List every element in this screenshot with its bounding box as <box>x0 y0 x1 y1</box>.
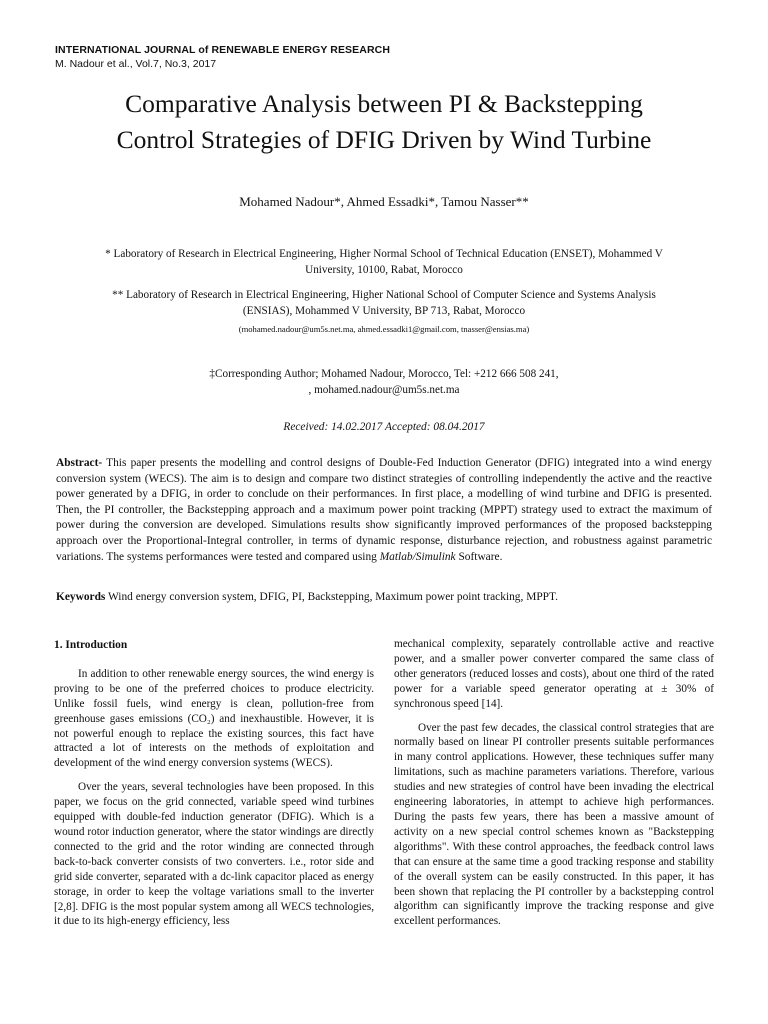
paper-title <box>30 86 738 158</box>
affiliation-2-line-1: ** Laboratory of Research in Electrical Engineering, Higher National School of Computer Science and Systems Analysis <box>112 289 656 301</box>
section-heading: 1. Introduction <box>54 639 128 651</box>
corresponding-author <box>0 366 768 398</box>
abstract-text: This paper presents the modelling and control designs of Double-Fed Induction Generator (DFIG) integrated into a wind energy conversion system (WECS). The aim is to design and compare two distinct strategies of controlling independently the active and the reactive power generated by a DFIG, in order to conclude on their performances. In first place, a modelling of wind turbine and DFIG is presented. Then, the PI controller, the Backstepping approach and a maximum power point tracking (MPPT) strategy used to extract the maximum of power during the conversion are developed. Simulations results show significantly improved performances of the proposed backstepping approach over the Proportional-Integral controller, in terms of dynamic response, disturbance rejection, and robustness against parametric variations. The systems performances were tested and compared using <box>56 457 712 563</box>
abstract-label: Abstract- <box>56 457 103 469</box>
abstract-software: Matlab/Simulink <box>379 550 456 563</box>
keywords-label: Keywords <box>56 591 106 603</box>
keywords <box>56 590 712 606</box>
intro-paragraph-4: Over the past few decades, the classical control strategies that are normally based on linear PI controller presents suitable performances in many control applications. However, these techniques suffer many limitations, such as machine parameters variations. Therefore, various studies and new strategies of control have been invading the electrical engineering laboratories, in attempt to achieve high performances. During the pasts few years, there has been a massive amount of activity on a new special control schemes known as "Backstepping algorithms". With these control approaches, the feedback control laws that can ensure at the same time a good tracking response and stability of the overall system can be easily constructed. In this paper, it has been shown that replacing the PI controller by a backstepping control algorithm can significantly improve the tracking response and give excellent performances. <box>394 721 714 928</box>
affiliation-2 <box>50 287 718 319</box>
corresponding-line-2: , mohamed.nadour@um5s.net.ma <box>308 384 460 396</box>
author-list: Mohamed Nadour*, Ahmed Essadki*, Tamou Nasser** <box>239 194 529 209</box>
journal-name: INTERNATIONAL JOURNAL of RENEWABLE ENERGY RESEARCH <box>55 44 390 56</box>
citation-line: M. Nadour et al., Vol.7, No.3, 2017 <box>55 58 217 70</box>
abstract <box>56 456 712 565</box>
author-emails: (mohamed.nadour@um5s.net.ma, ahmed.essadki1@gmail.com, tnasser@ensias.ma) <box>238 324 530 334</box>
running-header <box>55 43 390 71</box>
title-line-1: Comparative Analysis between PI & Backstepping <box>125 89 643 118</box>
intro-paragraph-3: mechanical complexity, separately controllable active and reactive power, and a smaller power converter compared the same class of other generators (reduced losses and costs), about one third of the rated power for a variable speed generator operating at ± 30% of synchronous speed [14]. <box>394 638 714 710</box>
dagger-icon: ‡ <box>209 368 216 380</box>
abstract-text-end: Software. <box>455 550 503 563</box>
affiliation-1 <box>50 246 718 278</box>
received-accepted-dates: Received: 14.02.2017 Accepted: 08.04.2017 <box>283 421 485 433</box>
affiliation-1-line-2: University, 10100, Rabat, Morocco <box>305 264 463 276</box>
intro-paragraph-1: In addition to other renewable energy sources, the wind energy is proving to be one of the preferred choices to produce electricity. Unlike fossil fuels, wind energy is clean, pollution-free from greenhouse gases emissions (CO₂) and inexhaustible. However, it is not powerful enough to replace the existing sources, this fact have attracted a lot of interests on the methods of exploitation and development of the wind energy conversion systems (WECS). <box>54 667 374 770</box>
intro-paragraph-2: Over the years, several technologies have been proposed. In this paper, we focus on the grid connected, variable speed wind turbines equipped with double-fed induction generator (DFIG). Which is a wound rotor induction generator, where the stator windings are directly connected to the grid and the rotor winding are connected through back-to-back converter consists of two converters. i.e., rotor side and grid side converter, separated with a dc-link capacitor placed as energy storage, in order to keep the voltage variations small to the inverter [2,8]. DFIG is the most popular system among all WECS technologies, it due to its high-energy efficiency, less <box>54 781 374 928</box>
keywords-text: Wind energy conversion system, DFIG, PI, Backstepping, Maximum power point tracking, MPPT. <box>105 591 558 603</box>
right-column <box>394 637 714 929</box>
left-column <box>54 638 374 929</box>
corresponding-line-1: Corresponding Author; Mohamed Nadour, Morocco, Tel: +212 666 508 241, <box>215 368 559 380</box>
title-line-2: Control Strategies of DFIG Driven by Wind Turbine <box>116 125 652 154</box>
affiliation-1-line-1: * Laboratory of Research in Electrical Engineering, Higher Normal School of Technical Education (ENSET), Mohammed V <box>105 248 663 260</box>
affiliation-2-line-2: (ENSIAS), Mohammed V University, BP 713, Rabat, Morocco <box>242 305 526 317</box>
